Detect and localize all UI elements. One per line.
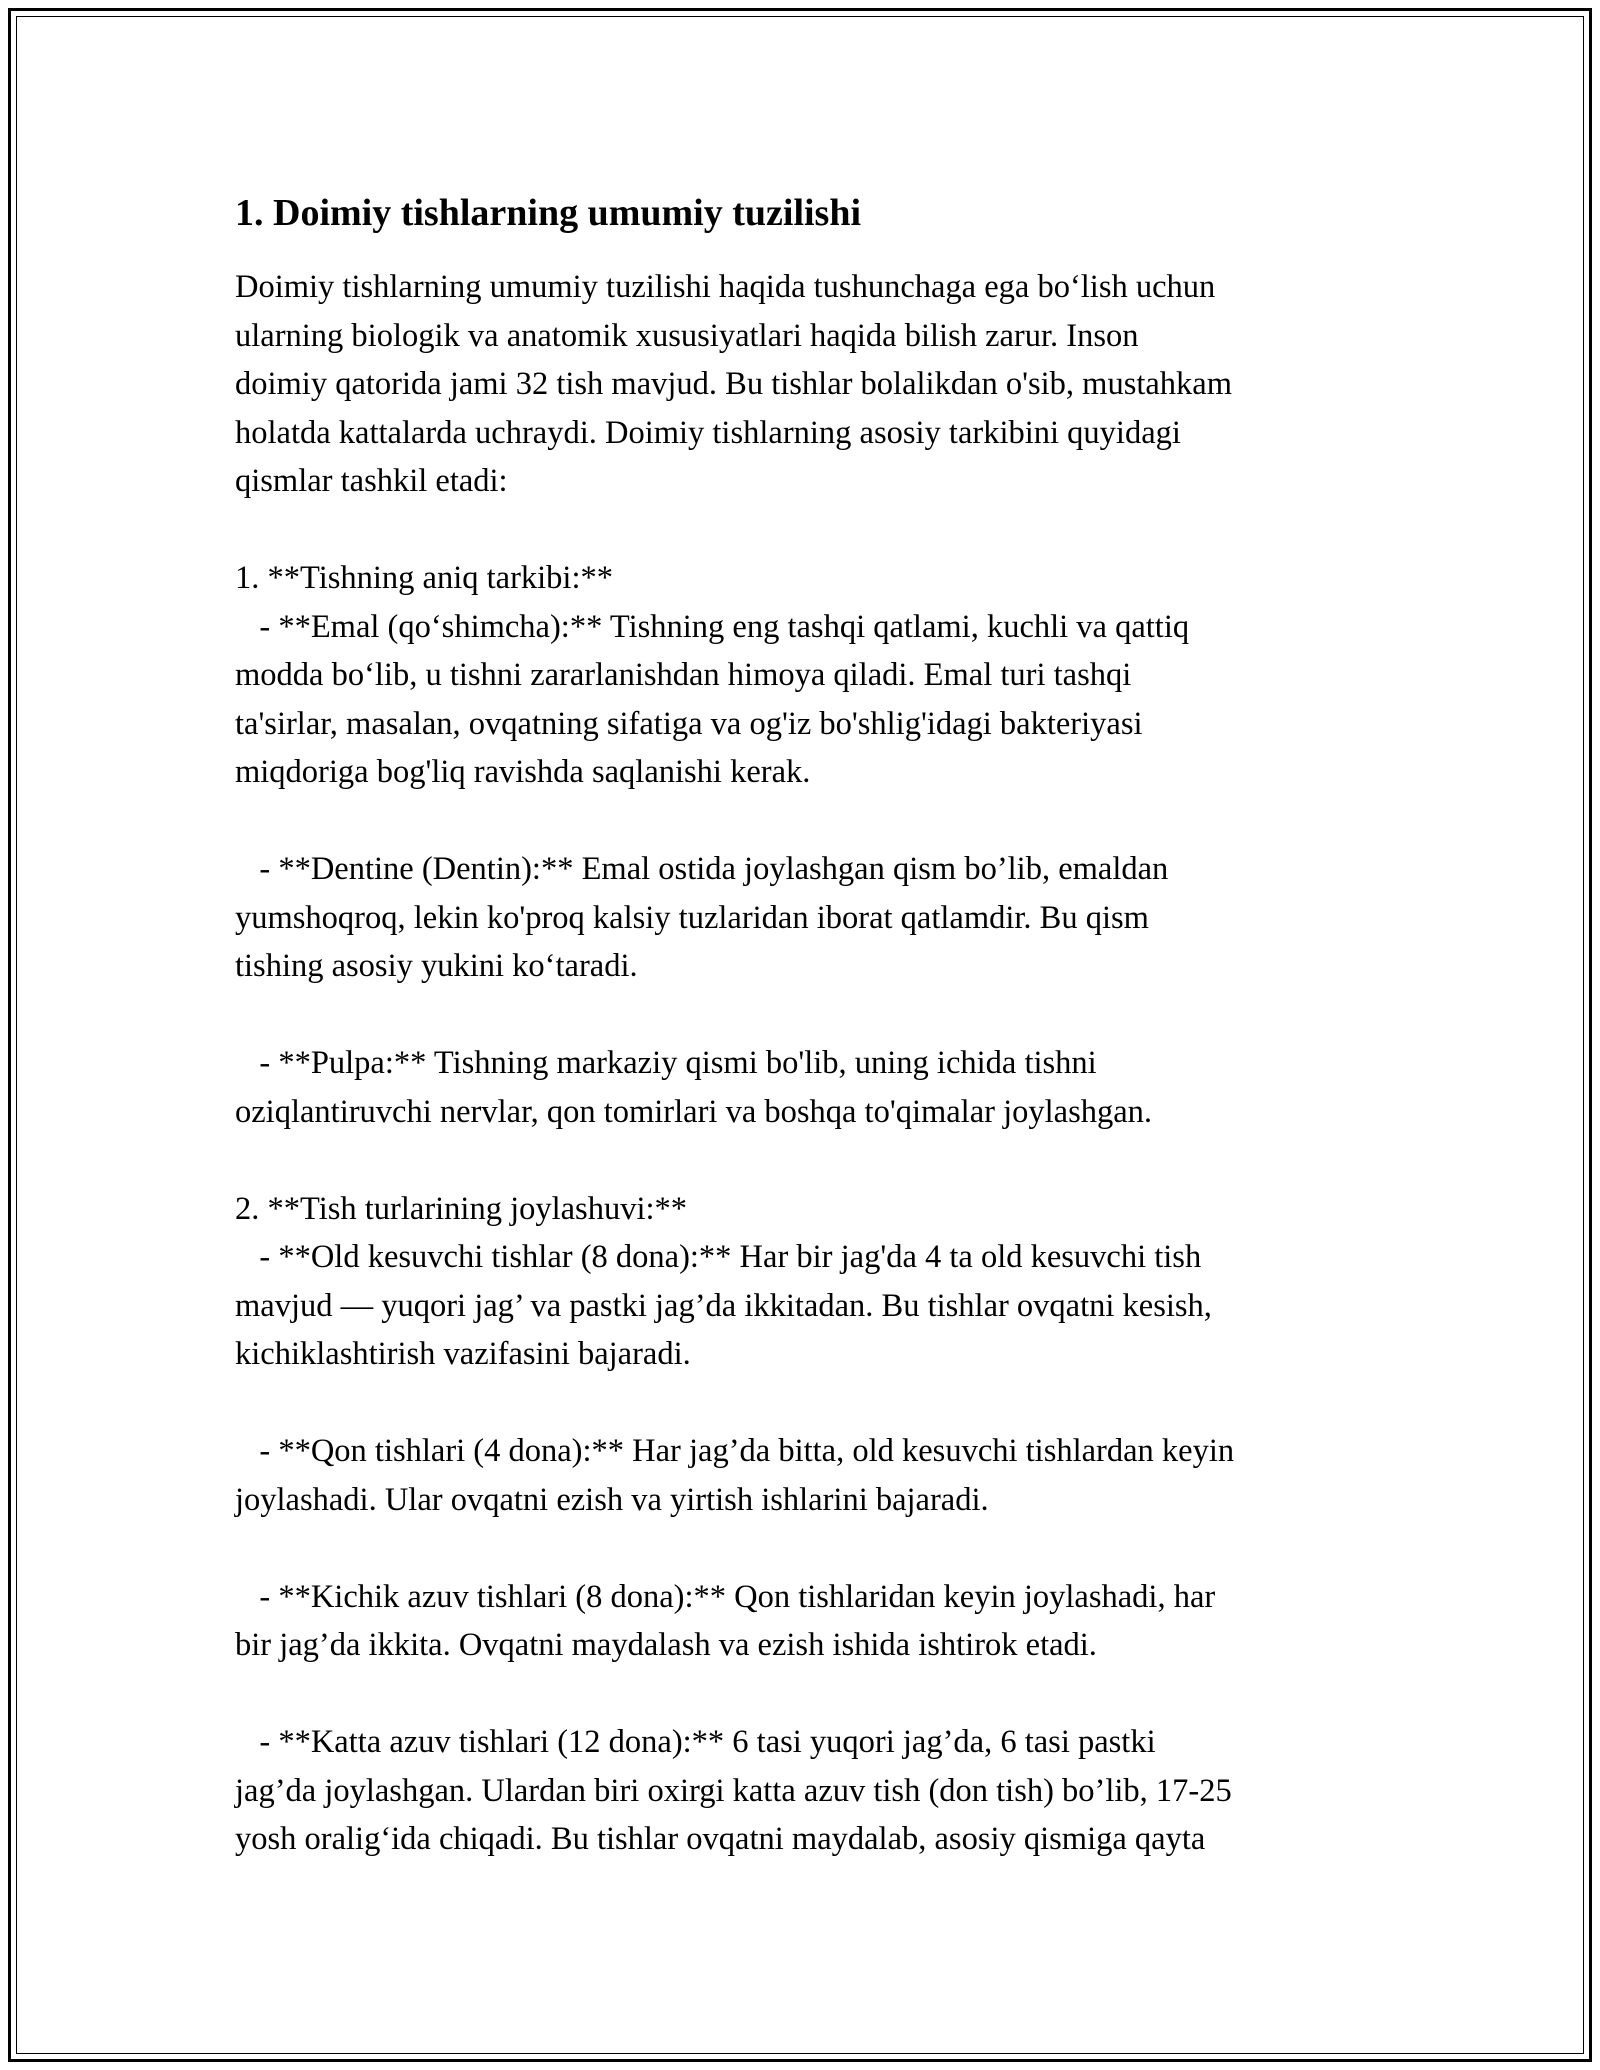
text-line: modda boʻlib, u tishni zararlanishdan himoya qiladi. Emal turi tashqi — [235, 657, 1132, 693]
text-line: qismlar tashkil etadi: — [235, 463, 508, 499]
text-line: yosh oraligʻida chiqadi. Bu tishlar ovqatni maydalab, asosiy qismiga qayta — [235, 1821, 1206, 1857]
text-line: - **Dentine (Dentin):** Emal ostida joylashgan qism bo’lib, emaldan — [235, 851, 1169, 887]
text-line: mavjud — yuqori jag’ va pastki jag’da ikkitadan. Bu tishlar ovqatni kesish, — [235, 1287, 1212, 1324]
blank-line — [235, 797, 1375, 846]
blank-line — [235, 991, 1375, 1040]
blank-line — [235, 506, 1375, 555]
blank-line — [235, 1379, 1375, 1428]
text-line: - **Old kesuvchi tishlar (8 dona):** Har bir jag'da 4 ta old kesuvchi tish — [235, 1239, 1202, 1275]
text-line: - **Katta azuv tishlari (12 dona):** 6 tasi yuqori jag’da, 6 tasi pastki — [235, 1724, 1156, 1760]
text-line: - **Emal (qoʻshimcha):** Tishning eng tashqi qatlami, kuchli va qattiq — [235, 608, 1190, 645]
text-line: - **Pulpa:** Tishning markaziy qismi bo'lib, uning ichida tishni — [235, 1045, 1097, 1081]
text-line: joylashadi. Ular ovqatni ezish va yirtish ishlarini bajaradi. — [235, 1481, 989, 1518]
text-line: - **Qon tishlari (4 dona):** Har jag’da bitta, old kesuvchi tishlardan keyin — [235, 1433, 1235, 1469]
text-line: holatda kattalarda uchraydi. Doimiy tishlarning asosiy tarkibini quyidagi — [235, 414, 1181, 451]
blank-line — [235, 1136, 1375, 1185]
section-heading: 1. Doimiy tishlarning umumiy tuzilishi — [235, 192, 862, 234]
text-line: 2. **Tish turlarining joylashuvi:** — [235, 1190, 688, 1227]
text-line: - **Kichik azuv tishlari (8 dona):** Qon tishlaridan keyin joylashadi, har — [235, 1578, 1216, 1615]
text-line: yumshoqroq, lekin ko'proq kalsiy tuzlaridan iborat qatlamdir. Bu qism — [235, 899, 1149, 936]
text-line: Doimiy tishlarning umumiy tuzilishi haqida tushunchaga ega boʻlish uchun — [235, 269, 1216, 305]
text-line: doimiy qatorida jami 32 tish mavjud. Bu tishlar bolalikdan o'sib, mustahkam — [235, 366, 1232, 402]
text-line: ta'sirlar, masalan, ovqatning sifatiga va og'iz bo'shlig'idagi bakteriyasi — [235, 705, 1143, 742]
text-line: oziqlantiruvchi nervlar, qon tomirlari va boshqa to'qimalar joylashgan. — [235, 1093, 1153, 1130]
document-body — [235, 185, 1375, 1864]
body-text — [235, 263, 1375, 1864]
text-line: tishing asosiy yukini koʻtaradi. — [235, 948, 638, 984]
blank-line — [235, 1524, 1375, 1573]
text-line: miqdoriga bog'liq ravishda saqlanishi kerak. — [235, 754, 811, 790]
text-line: bir jag’da ikkita. Ovqatni maydalash va ezish ishida ishtirok etadi. — [235, 1627, 1097, 1663]
text-line: ularning biologik va anatomik xususiyatlari haqida bilish zarur. Inson — [235, 317, 1139, 354]
text-line: jag’da joylashgan. Ulardan biri oxirgi katta azuv tish (don tish) bo’lib, 17-25 — [235, 1772, 1232, 1809]
blank-line — [235, 1670, 1375, 1719]
text-line: 1. **Tishning aniq tarkibi:** — [235, 560, 613, 596]
text-line: kichiklashtirish vazifasini bajaradi. — [235, 1336, 691, 1372]
